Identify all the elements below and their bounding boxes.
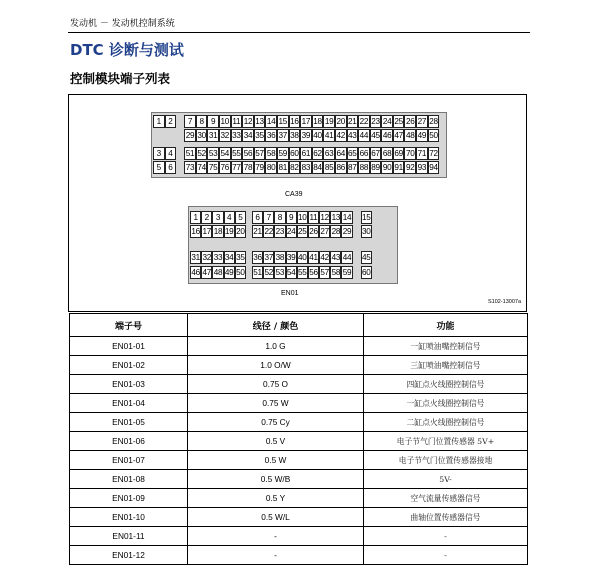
pin: 57 xyxy=(320,268,329,277)
pin: 39 xyxy=(301,131,311,140)
wire-cell: 0.75 W xyxy=(188,394,364,413)
pin: 3 xyxy=(212,211,223,224)
table-row xyxy=(70,413,528,432)
pin: 65 xyxy=(348,149,357,158)
pin: 38 xyxy=(290,131,299,140)
wire-cell: 1.0 G xyxy=(188,337,364,356)
table-row xyxy=(70,470,528,489)
terminal-cell: EN01-10 xyxy=(70,508,188,527)
figure-code: S102-13007a xyxy=(487,299,521,305)
pin: 68 xyxy=(382,149,392,158)
pin: 29 xyxy=(185,131,195,140)
pin-gap xyxy=(165,129,177,142)
pin: 67 xyxy=(371,149,380,158)
pin: 93 xyxy=(417,163,427,172)
pin: 24 xyxy=(286,227,296,236)
pin: 32 xyxy=(202,253,212,262)
pin: 35 xyxy=(236,253,245,262)
pin: 44 xyxy=(359,131,369,140)
connector-en01-row-4 xyxy=(190,266,372,279)
pin: 31 xyxy=(208,131,218,140)
pin: 17 xyxy=(301,117,311,126)
pin: 43 xyxy=(348,131,357,140)
pin: 90 xyxy=(382,163,392,172)
pin: 13 xyxy=(255,117,264,126)
connector-ca39-row-3 xyxy=(153,147,439,160)
pin: 34 xyxy=(243,131,253,140)
pin: 50 xyxy=(236,268,245,277)
pin: 30 xyxy=(197,131,206,140)
pin: 30 xyxy=(361,227,371,236)
function-cell: 空气流量传感器信号 xyxy=(364,489,528,508)
pin: 89 xyxy=(371,163,380,172)
function-cell: 电子节气门位置传感器接地 xyxy=(364,451,528,470)
pin: 1 xyxy=(153,115,165,128)
pin: 23 xyxy=(371,117,380,126)
pin: 3 xyxy=(153,147,165,160)
pin: 15 xyxy=(278,117,287,126)
table-row xyxy=(70,375,528,394)
pin: 41 xyxy=(324,131,334,140)
column-header-function: 功能 xyxy=(364,314,528,337)
pin: 33 xyxy=(213,253,223,262)
pin: 17 xyxy=(202,227,212,236)
pin: 70 xyxy=(406,149,415,158)
pin: 11 xyxy=(232,117,241,126)
pin: 49 xyxy=(224,268,234,277)
pin: 12 xyxy=(320,213,329,222)
function-cell: 曲轴位置传感器信号 xyxy=(364,508,528,527)
pin: 14 xyxy=(342,213,352,222)
pin: 1 xyxy=(190,211,201,224)
pin: 21 xyxy=(348,117,357,126)
table-row xyxy=(70,546,528,565)
pin: 22 xyxy=(264,227,273,236)
pin: 24 xyxy=(382,117,392,126)
pin: 91 xyxy=(394,163,403,172)
pin: 87 xyxy=(348,163,357,172)
pin: 71 xyxy=(417,149,427,158)
pin-gap xyxy=(353,251,361,264)
pin: 60 xyxy=(290,149,299,158)
pin: 7 xyxy=(263,211,274,224)
pin: 10 xyxy=(220,117,230,126)
terminal-cell: EN01-07 xyxy=(70,451,188,470)
table-row xyxy=(70,527,528,546)
pin: 2 xyxy=(201,211,212,224)
pin: 94 xyxy=(429,163,438,172)
pin: 47 xyxy=(394,131,403,140)
function-cell: 一缸点火线圈控制信号 xyxy=(364,394,528,413)
connector-ca39-row-1 xyxy=(153,115,439,128)
column-header-terminal: 端子号 xyxy=(70,314,188,337)
pin: 44 xyxy=(342,253,352,262)
function-cell: 三缸喷油嘴控制信号 xyxy=(364,356,528,375)
connector-en01-row-3 xyxy=(190,251,372,264)
wire-cell: 0.5 W/B xyxy=(188,470,364,489)
page-header: 发动机 － 发动机控制系统 xyxy=(70,19,175,29)
pin: 16 xyxy=(191,227,200,236)
pin: 45 xyxy=(371,131,380,140)
pin: 36 xyxy=(266,131,276,140)
pin: 28 xyxy=(331,227,341,236)
pin-gap xyxy=(176,115,184,128)
wire-cell: 1.0 O/W xyxy=(188,356,364,375)
pin: 6 xyxy=(165,161,177,174)
terminal-cell: EN01-11 xyxy=(70,527,188,546)
pin: 9 xyxy=(286,211,297,224)
pin: 62 xyxy=(313,149,322,158)
function-cell: 二缸点火线圈控制信号 xyxy=(364,413,528,432)
terminal-cell: EN01-12 xyxy=(70,546,188,565)
pin: 42 xyxy=(336,131,345,140)
wire-cell: 0.75 O xyxy=(188,375,364,394)
pin: 59 xyxy=(278,149,287,158)
pin: 18 xyxy=(313,117,322,126)
pin: 10 xyxy=(298,213,307,222)
connector-ca39-label: CA39 xyxy=(285,191,303,198)
terminal-cell: EN01-04 xyxy=(70,394,188,413)
pin: 57 xyxy=(255,149,264,158)
pin: 84 xyxy=(313,163,322,172)
pin: 9 xyxy=(207,115,219,128)
pin: 4 xyxy=(165,147,177,160)
connector-diagram xyxy=(68,94,527,312)
pin: 11 xyxy=(309,213,318,222)
function-cell: - xyxy=(364,546,528,565)
pin-gap xyxy=(353,225,361,238)
column-header-wire: 线径 / 颜色 xyxy=(188,314,364,337)
pin: 72 xyxy=(429,149,438,158)
pin: 46 xyxy=(382,131,392,140)
pin: 52 xyxy=(197,149,206,158)
pin: 48 xyxy=(213,268,223,277)
pin: 26 xyxy=(309,227,318,236)
pin: 20 xyxy=(236,227,245,236)
function-cell: - xyxy=(364,527,528,546)
function-cell: 四缸点火线圈控制信号 xyxy=(364,375,528,394)
pin: 15 xyxy=(361,213,371,222)
terminal-cell: EN01-06 xyxy=(70,432,188,451)
pin: 37 xyxy=(264,253,273,262)
pin: 79 xyxy=(255,163,264,172)
wire-cell: 0.5 W xyxy=(188,451,364,470)
pin: 19 xyxy=(324,117,334,126)
wire-cell: - xyxy=(188,546,364,565)
pin: 53 xyxy=(275,268,285,277)
pin: 46 xyxy=(191,268,200,277)
pin: 25 xyxy=(394,117,403,126)
table-row xyxy=(70,489,528,508)
table-row xyxy=(70,337,528,356)
connector-en01-row-2 xyxy=(190,225,372,238)
section-title: DTC 诊断与测试 xyxy=(70,41,184,59)
function-cell: 电子节气门位置传感器 5V+ xyxy=(364,432,528,451)
pin: 21 xyxy=(253,227,262,236)
pin: 47 xyxy=(202,268,212,277)
terminal-cell: EN01-08 xyxy=(70,470,188,489)
pin: 39 xyxy=(286,253,296,262)
pin: 27 xyxy=(320,227,329,236)
terminal-cell: EN01-05 xyxy=(70,413,188,432)
pin: 59 xyxy=(342,268,352,277)
pin: 81 xyxy=(278,163,287,172)
terminal-table xyxy=(69,313,528,565)
pin: 52 xyxy=(264,268,273,277)
pin-gap xyxy=(153,129,165,142)
wire-cell: 0.5 V xyxy=(188,432,364,451)
pin: 40 xyxy=(298,253,307,262)
terminal-cell: EN01-09 xyxy=(70,489,188,508)
pin: 36 xyxy=(253,253,262,262)
pin: 58 xyxy=(266,149,276,158)
pin: 56 xyxy=(243,149,253,158)
wire-cell: 0.5 W/L xyxy=(188,508,364,527)
pin: 85 xyxy=(324,163,334,172)
pin: 63 xyxy=(324,149,334,158)
pin: 80 xyxy=(266,163,276,172)
pin: 55 xyxy=(232,149,241,158)
pin: 55 xyxy=(298,268,307,277)
pin: 33 xyxy=(232,131,241,140)
pin: 5 xyxy=(153,161,165,174)
function-cell: 一缸喷油嘴控制信号 xyxy=(364,337,528,356)
connector-ca39-row-2 xyxy=(153,129,439,142)
pin: 51 xyxy=(185,149,195,158)
table-row xyxy=(70,508,528,527)
pin: 88 xyxy=(359,163,369,172)
pin: 6 xyxy=(252,211,263,224)
pin-gap xyxy=(176,129,184,142)
pin: 38 xyxy=(275,253,285,262)
pin: 54 xyxy=(220,149,230,158)
pin: 28 xyxy=(429,117,438,126)
pin-gap xyxy=(176,147,184,160)
wire-cell: 0.5 Y xyxy=(188,489,364,508)
pin: 12 xyxy=(243,117,253,126)
connector-en01-row-1 xyxy=(190,211,372,224)
pin: 51 xyxy=(253,268,262,277)
pin: 69 xyxy=(394,149,403,158)
pin: 35 xyxy=(255,131,264,140)
pin: 26 xyxy=(406,117,415,126)
pin: 23 xyxy=(275,227,285,236)
pin: 19 xyxy=(224,227,234,236)
pin: 76 xyxy=(220,163,230,172)
pin-gap xyxy=(176,161,184,174)
pin: 75 xyxy=(208,163,218,172)
pin: 7 xyxy=(184,115,196,128)
pin: 49 xyxy=(417,131,427,140)
pin: 77 xyxy=(232,163,241,172)
table-row xyxy=(70,394,528,413)
pin: 58 xyxy=(331,268,341,277)
pin: 54 xyxy=(286,268,296,277)
pin: 13 xyxy=(331,213,341,222)
subtitle: 控制模块端子列表 xyxy=(70,71,171,86)
pin: 5 xyxy=(235,211,246,224)
pin: 42 xyxy=(320,253,329,262)
pin: 78 xyxy=(243,163,253,172)
wire-cell: 0.75 Cy xyxy=(188,413,364,432)
pin: 48 xyxy=(406,131,415,140)
pin: 41 xyxy=(309,253,318,262)
pin: 61 xyxy=(301,149,311,158)
pin: 60 xyxy=(361,268,371,277)
connector-ca39-row-4 xyxy=(153,161,439,174)
pin: 56 xyxy=(309,268,318,277)
pin: 34 xyxy=(224,253,234,262)
pin: 4 xyxy=(224,211,235,224)
pin: 14 xyxy=(266,117,276,126)
pin: 18 xyxy=(213,227,223,236)
wire-cell: - xyxy=(188,527,364,546)
pin: 45 xyxy=(361,253,371,262)
pin: 83 xyxy=(301,163,311,172)
pin: 37 xyxy=(278,131,287,140)
pin: 31 xyxy=(191,253,200,262)
terminal-cell: EN01-03 xyxy=(70,375,188,394)
pin: 16 xyxy=(290,117,299,126)
pin: 22 xyxy=(359,117,369,126)
pin: 82 xyxy=(290,163,299,172)
pin: 66 xyxy=(359,149,369,158)
pin: 40 xyxy=(313,131,322,140)
table-header-row xyxy=(70,314,528,337)
pin: 29 xyxy=(342,227,352,236)
terminal-cell: EN01-02 xyxy=(70,356,188,375)
pin: 8 xyxy=(196,115,208,128)
table-row xyxy=(70,356,528,375)
pin: 86 xyxy=(336,163,345,172)
pin: 43 xyxy=(331,253,341,262)
pin: 50 xyxy=(429,131,438,140)
pin: 25 xyxy=(298,227,307,236)
header-divider xyxy=(68,32,530,33)
terminal-cell: EN01-01 xyxy=(70,337,188,356)
pin: 73 xyxy=(185,163,195,172)
pin: 8 xyxy=(274,211,285,224)
pin-gap xyxy=(353,211,361,224)
table-row xyxy=(70,451,528,470)
pin: 27 xyxy=(417,117,427,126)
pin: 74 xyxy=(197,163,206,172)
pin: 20 xyxy=(336,117,345,126)
pin: 64 xyxy=(336,149,345,158)
pin: 32 xyxy=(220,131,230,140)
pin: 2 xyxy=(165,115,177,128)
table-row xyxy=(70,432,528,451)
function-cell: 5V- xyxy=(364,470,528,489)
pin: 53 xyxy=(208,149,218,158)
pin: 92 xyxy=(406,163,415,172)
connector-en01-label: EN01 xyxy=(281,290,299,297)
pin-gap xyxy=(353,266,361,279)
